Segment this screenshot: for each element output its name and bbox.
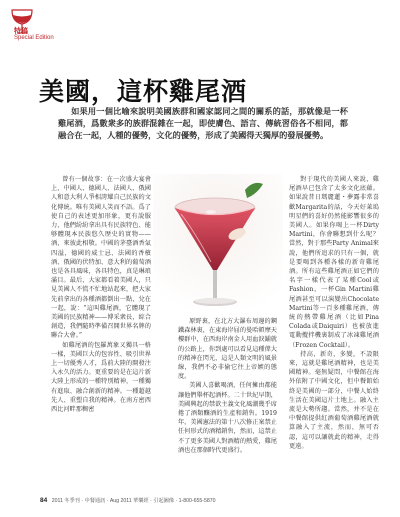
article-title: 美國，這杯雞尾酒 [39,77,248,106]
page-footer [40,497,370,506]
cocktail-glass-illustration [153,174,283,310]
page-number: 84 [40,497,48,504]
paragraph: 原野裏，在北方大瀑布周邊的鋼鐵森林裏，在東海岸屈的曼哈頓摩天樓群中，在西海岸南金人用血淚鋪就的公路上，你到處可以看見這種偉大的精神在閃光，這是人類文明的風景線，我們不必非偷它往上帝嫉的態度。 [178,318,277,381]
paragraph: 如雞尾酒的包羅萬象又獨具一格一樣，美國巨大的包容性、吸引世界上一切優秀人才，爲前大陸的開發注入永久的活力。更重要的是在這片新大陸上形成的一種特別精神，一種獨有進取、融合創新的精神。一種超越先人、重塑自我的精神。在南方密西西比河畔那稠密 [51,341,151,414]
section-label: 特稿 [14,28,28,35]
section-badge [14,28,54,42]
body-column-2 [178,317,277,455]
paragraph: 對于現代的美國人來說，雞尾酒早已包含了太多文化底蘊。如果說昔日瑪麗蓮・夢露非常喜歡Margarita的話，今天好萊塢明星們的喜好仍然能影響很多的美國人。如果你喝上一杯Dirty Martini，你會聯想到什么呢？當然，對于那些Party Animal來說，他們所追求的只有一個，就是要喝到各種各樣的新奇雞尾酒。所有這些雞尾酒正如它們的名字一樣代表了某種Cool或Fashion，一杯Gin Martini雞尾酒甚至可以演變出Chocolate Martini等一百多種雞尾酒，傳統的熱帶雞尾酒（比如Pina Colada或Daiquiri）也被放進電動攪拌機裏制成了冰凍雞尾酒（Frozen Cocktail）。 [289,176,379,349]
paragraph: 持高，新奇，多變，不設限來，這就是雞尾酒精神，也是美國精神。毫無疑問，中餐館在海外依附了中國文化，但中餐館始終是美國的一部分，中餐人始終生活在美國這片土地上。融入主流是大勢所趨。當然，并不是在中餐館提供紅酒葡萄酒雞尾酒就算融入了主流，然而，無可否認，這可以讓就此的精神，走得更遠。 [289,350,379,450]
footer-text: 2011 冬季刊 · 中餐通訊 · Aug 2011 華樂經 · 引起圖像 · 1-800-655-5870 [51,498,216,504]
cocktail-photo [153,174,283,310]
section-label-en: Special Edition [14,35,54,42]
paragraph: 美國人喜歡喝酒，任何擁由都能讓他們舉杯起酒杯。二十世紀早期，美國興起的禁欲主義文化風潮幾乎席捲了酒類釀酒的生產和銷售。1919年，美國憲法的第十八次修正案禁止任何形式的酒精銷售，然而，這禁止不了更多美國人對酒精的熱愛，雞尾酒也在那個時代更盛行。 [178,382,277,454]
body-column-3 [289,175,379,451]
paragraph: 曾有一個故事：在一次盛大宴會上，中國人、德國人、法國人、俄國人和意大利人爭相誇耀自己民族的文化傳統。唯有美國人笑而不語。爲了使自己的表述更加形象，更有說服力，他們紛紛拿出具有民族特色、能够體現本民族悠久歷史的實物——酒，來彼此相敬。中國的茅臺酒香氣四溢，德國的威士忌、法國的香檳酒、俄國的伏特加、意大利的葡萄酒也是各具風味，各具特色，真是琳琅滿目。最后，大家都看着美國人，只見美國人不慌不忙地站起來，把大家先前拿出的各種酒都倒出一點，兌在一起，說：“這叫雞尾酒，它體現了美國的民族精神——博采衆長，綜合創造，我們隨時準備召開世界名牌的聯合大會。” [51,176,151,340]
body-column-1 [51,175,151,414]
article-intro: 如果用一個比喻來說明美國族群和國家認同之間的關系的話，那就像是一杯雞尾酒，爲數衆多的族群混雜在一起，即使膚色、語言、傳統習俗各不相同，都融合在一起，人種的優勢，文化的優勢，形成了美國得天獨厚的發展優勢。 [58,106,348,141]
